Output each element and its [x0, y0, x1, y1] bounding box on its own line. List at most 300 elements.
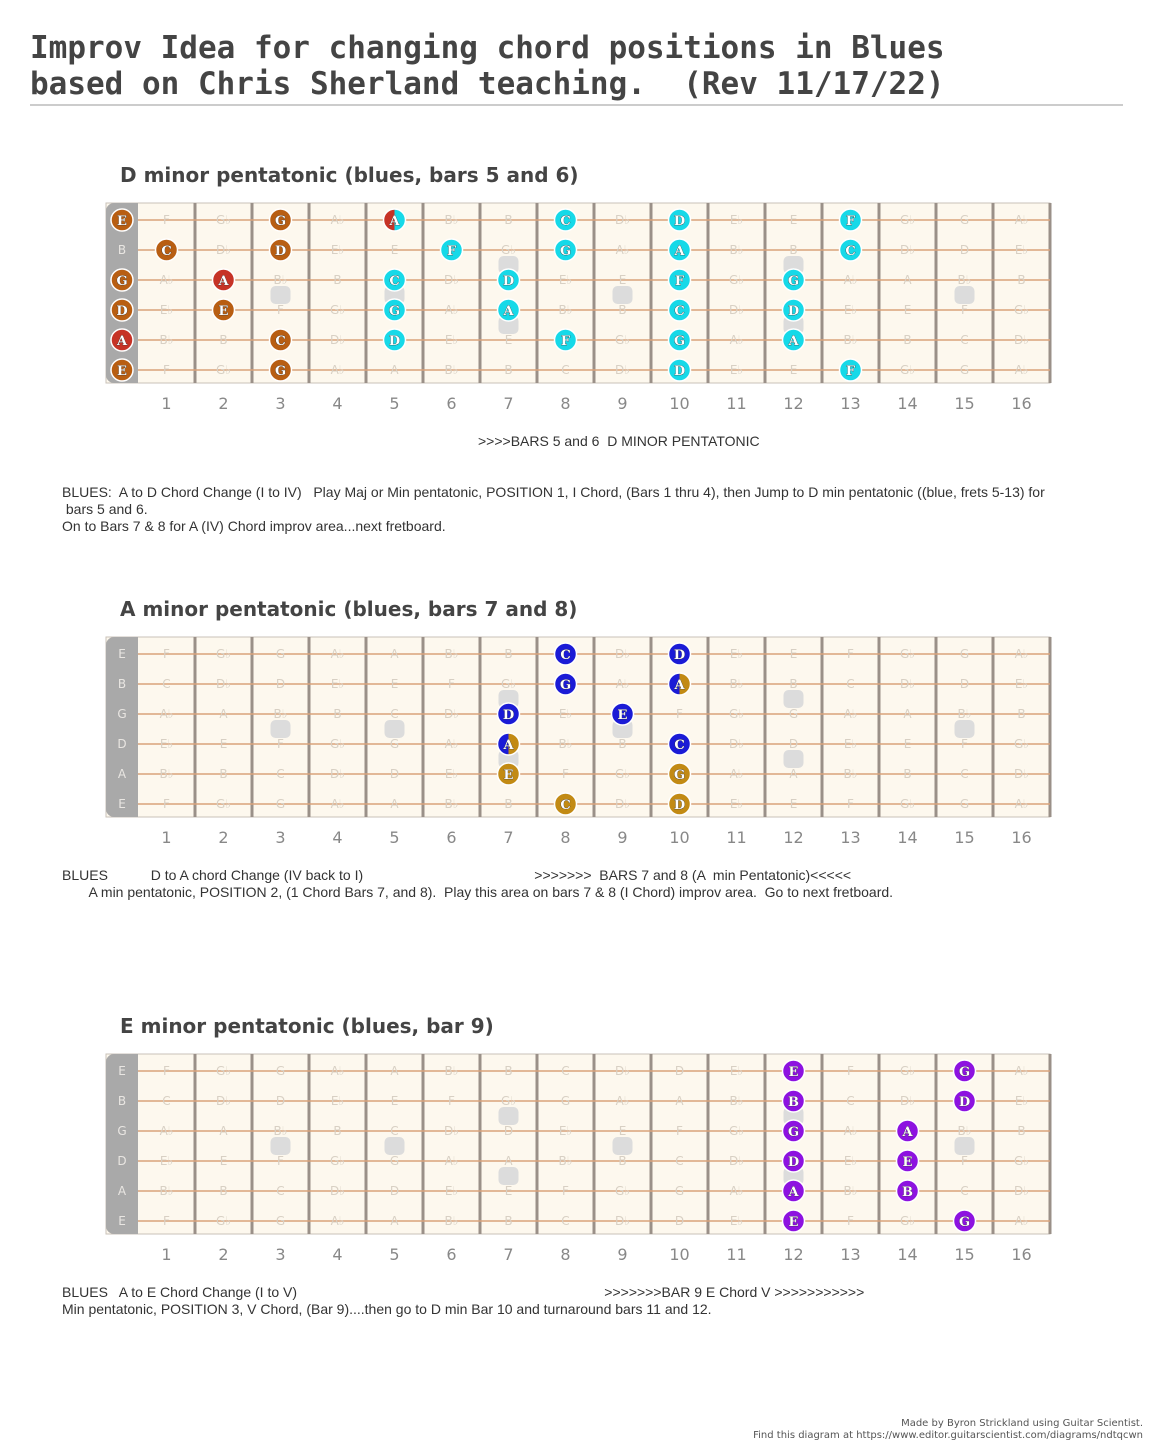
notes-line-1: BLUES A to E Chord Change (I to V) >>>>>>>BAR 9 E Chord V >>>>>>>>>>>: [62, 1284, 865, 1300]
note-dot-label: F: [560, 334, 571, 349]
note-dot: [555, 329, 577, 351]
ghost-note: B♭: [558, 303, 573, 317]
ghost-note: E: [618, 273, 627, 287]
ghost-note: A: [219, 707, 228, 721]
ghost-note: B: [333, 273, 342, 287]
fret-number: 4: [332, 828, 343, 847]
ghost-note: B: [903, 333, 912, 347]
ghost-note: E♭: [843, 737, 858, 751]
ghost-note: F: [277, 303, 284, 317]
open-string-label: D: [117, 737, 127, 751]
ghost-note: G♭: [216, 647, 231, 661]
ghost-note: F: [847, 797, 854, 811]
ghost-note: E: [390, 1094, 399, 1108]
ghost-note: A: [390, 1214, 399, 1228]
ghost-note: E♭: [729, 1214, 744, 1228]
note-dot: [669, 643, 691, 665]
ghost-note: A♭: [843, 707, 858, 721]
ghost-note: D♭: [615, 213, 630, 227]
fret-number: 8: [560, 828, 571, 847]
note-dot-label: C: [674, 304, 685, 319]
note-dot: [897, 1150, 919, 1172]
ghost-note: G♭: [1014, 303, 1029, 317]
ghost-note: D♭: [729, 1154, 744, 1168]
note-dot: [270, 359, 292, 381]
ghost-note: F: [562, 767, 569, 781]
ghost-note: B: [789, 677, 798, 691]
ghost-note: G: [275, 647, 286, 661]
fret-number: 6: [446, 828, 457, 847]
notes-line-1: BLUES D to A chord Change (IV back to I) >>>>>>> BARS 7 and 8 (A min Pentatonic)<<<<<: [62, 867, 852, 883]
note-dot: [669, 673, 691, 695]
ghost-note: B♭: [444, 213, 459, 227]
ghost-note: D: [275, 1094, 286, 1108]
ghost-note: G♭: [900, 797, 915, 811]
ghost-note: D♭: [444, 707, 459, 721]
ghost-note: G♭: [216, 1214, 231, 1228]
fret-number: 9: [617, 394, 628, 413]
ghost-note: B: [1017, 273, 1026, 287]
notes-line-2: A min pentatonic, POSITION 2, (1 Chord Bars 7, and 8). Play this area on bars 7 & 8 (I Chord) improv area. Go to next fretboard.: [62, 884, 894, 900]
ghost-note: B♭: [273, 273, 288, 287]
ghost-note: G♭: [729, 707, 744, 721]
note-dot-label: C: [845, 244, 856, 259]
fret-inlay: [499, 1107, 519, 1125]
fret-number: 9: [617, 1245, 628, 1264]
ghost-note: F: [163, 213, 170, 227]
note-dot: [111, 209, 133, 231]
ghost-note: D: [275, 677, 286, 691]
fret-number: 3: [275, 1245, 286, 1264]
ghost-note: E♭: [558, 707, 573, 721]
note-dot: [555, 793, 577, 815]
ghost-note: B♭: [957, 707, 972, 721]
ghost-note: G♭: [216, 797, 231, 811]
note-dot-label: E: [617, 708, 628, 723]
ghost-note: G: [959, 647, 970, 661]
fret-inlay: [613, 286, 633, 304]
ghost-note: D: [959, 243, 970, 257]
ghost-note: A: [504, 1154, 513, 1168]
ghost-note: G♭: [501, 1094, 516, 1108]
ghost-note: C: [561, 1064, 570, 1078]
diagram-title: E minor pentatonic (blues, bar 9): [120, 1014, 494, 1038]
ghost-note: D♭: [216, 677, 231, 691]
note-dot-label: B: [788, 1095, 799, 1110]
fret-number: 12: [783, 1245, 804, 1264]
note-dot-label: A: [674, 678, 685, 693]
notes-line-2: bars 5 and 6.: [62, 501, 148, 517]
ghost-note: E♭: [729, 797, 744, 811]
ghost-note: E: [903, 737, 912, 751]
fret-number: 13: [840, 1245, 861, 1264]
note-dot-label: A: [788, 1185, 799, 1200]
note-dot: [384, 209, 406, 231]
note-dot-label: G: [958, 1215, 971, 1230]
note-dot-label: C: [275, 334, 286, 349]
note-dot: [555, 239, 577, 261]
note-dot-label: D: [673, 798, 686, 813]
fret-number: 1: [161, 394, 172, 413]
ghost-note: B♭: [273, 707, 288, 721]
center-label: >>>>BARS 5 and 6 D MINOR PENTATONIC: [478, 433, 760, 449]
ghost-note: E♭: [330, 243, 345, 257]
ghost-note: B: [333, 1124, 342, 1138]
ghost-note: A♭: [330, 213, 345, 227]
ghost-note: B: [903, 767, 912, 781]
note-dot-label: B: [902, 1185, 913, 1200]
ghost-note: D♭: [330, 767, 345, 781]
note-dot: [840, 209, 862, 231]
fret-inlay: [385, 720, 405, 738]
ghost-note: E♭: [159, 303, 174, 317]
note-dot: [384, 329, 406, 351]
notes-line-1: BLUES: A to D Chord Change (I to IV) Play Maj or Min pentatonic, POSITION 1, I Chord, (Bars 1 thru 4), then Jump to D min pentatonic ((blue, frets 5-13) for: [62, 484, 1045, 500]
open-string-label: E: [118, 797, 126, 811]
note-dot-label: D: [958, 1095, 971, 1110]
ghost-note: E: [390, 243, 399, 257]
ghost-note: B♭: [558, 1154, 573, 1168]
ghost-note: B: [618, 737, 627, 751]
fret-number: 7: [503, 828, 514, 847]
ghost-note: B♭: [558, 737, 573, 751]
ghost-note: F: [448, 677, 455, 691]
note-dot: [111, 329, 133, 351]
ghost-note: B: [504, 797, 513, 811]
fret-number: 6: [446, 394, 457, 413]
ghost-note: E: [219, 1154, 228, 1168]
ghost-note: C: [960, 767, 969, 781]
ghost-note: A♭: [1014, 1214, 1029, 1228]
fret-number: 8: [560, 394, 571, 413]
note-dot: [840, 239, 862, 261]
ghost-note: D♭: [216, 1094, 231, 1108]
note-dot-label: D: [787, 304, 800, 319]
fret-inlay: [499, 1167, 519, 1185]
ghost-note: C: [561, 363, 570, 377]
fret-inlay: [784, 750, 804, 768]
ghost-note: B: [618, 1154, 627, 1168]
ghost-note: E♭: [444, 1184, 459, 1198]
note-dot: [783, 1180, 805, 1202]
ghost-note: F: [847, 1214, 854, 1228]
note-dot-label: E: [218, 304, 229, 319]
fret-number: 3: [275, 828, 286, 847]
fretboard: [106, 637, 1046, 847]
note-dot-label: C: [389, 274, 400, 289]
ghost-note: C: [960, 333, 969, 347]
note-dot: [270, 239, 292, 261]
ghost-note: B♭: [159, 1184, 174, 1198]
ghost-note: A♭: [159, 273, 174, 287]
note-dot: [384, 269, 406, 291]
fret-number: 6: [446, 1245, 457, 1264]
fret-number: 3: [275, 394, 286, 413]
note-dot-label: G: [958, 1065, 971, 1080]
ghost-note: G: [389, 1154, 400, 1168]
ghost-note: A♭: [729, 767, 744, 781]
note-dot-label: G: [787, 1125, 800, 1140]
ghost-note: D♭: [729, 303, 744, 317]
page-title: Improv Idea for changing chord positions in Blues based on Chris Sherland teaching. (Rev 11/17/22): [30, 30, 1123, 106]
note-dot-label: E: [503, 768, 514, 783]
ghost-note: D: [389, 1184, 400, 1198]
fret-number: 12: [783, 828, 804, 847]
note-dot: [384, 299, 406, 321]
ghost-note: A♭: [444, 303, 459, 317]
fret-number: 5: [389, 828, 400, 847]
note-dot: [498, 703, 520, 725]
ghost-note: E♭: [843, 1154, 858, 1168]
ghost-note: G♭: [615, 767, 630, 781]
ghost-note: D: [389, 767, 400, 781]
open-string-label: E: [118, 1214, 126, 1228]
open-string-label: B: [117, 243, 127, 257]
ghost-note: D♭: [729, 737, 744, 751]
ghost-note: B: [219, 333, 228, 347]
fret-number: 10: [669, 828, 690, 847]
ghost-note: E: [390, 677, 399, 691]
note-dot: [783, 1210, 805, 1232]
ghost-note: E: [618, 1124, 627, 1138]
fret-number: 1: [161, 1245, 172, 1264]
ghost-note: G: [275, 797, 286, 811]
ghost-note: G: [275, 1064, 286, 1078]
note-dot-label: G: [274, 214, 287, 229]
note-dot: [897, 1120, 919, 1142]
fret-inlay: [784, 690, 804, 708]
ghost-note: D: [674, 1214, 685, 1228]
note-dot-label: D: [787, 1155, 800, 1170]
note-dot: [783, 1060, 805, 1082]
ghost-note: G♭: [900, 1064, 915, 1078]
fretboard-svg: [106, 1054, 1050, 1284]
ghost-note: A: [390, 363, 399, 377]
note-dot: [783, 1150, 805, 1172]
note-dot: [612, 703, 634, 725]
ghost-note: G♭: [615, 1184, 630, 1198]
ghost-note: C: [276, 767, 285, 781]
ghost-note: G♭: [501, 243, 516, 257]
ghost-note: B♭: [957, 273, 972, 287]
note-dot-label: G: [388, 304, 401, 319]
ghost-note: B♭: [729, 243, 744, 257]
ghost-note: B: [504, 1214, 513, 1228]
fret-number: 8: [560, 1245, 571, 1264]
ghost-note: B♭: [843, 767, 858, 781]
fret-number: 2: [218, 828, 229, 847]
ghost-note: A♭: [615, 677, 630, 691]
ghost-note: A♭: [1014, 797, 1029, 811]
ghost-note: B♭: [843, 1184, 858, 1198]
fret-number: 4: [332, 1245, 343, 1264]
fret-number: 5: [389, 394, 400, 413]
note-dot-label: A: [116, 334, 128, 349]
ghost-note: C: [162, 677, 171, 691]
ghost-note: G: [674, 1184, 685, 1198]
note-dot: [555, 673, 577, 695]
ghost-note: E♭: [159, 1154, 174, 1168]
note-dot: [498, 733, 520, 755]
fret-inlay: [955, 286, 975, 304]
ghost-note: B♭: [444, 1214, 459, 1228]
footer-credit: [753, 1418, 1143, 1442]
note-dot-label: G: [673, 768, 686, 783]
ghost-note: C: [276, 1184, 285, 1198]
ghost-note: B: [504, 363, 513, 377]
ghost-note: D♭: [444, 273, 459, 287]
note-dot-label: D: [673, 648, 686, 663]
ghost-note: G: [389, 737, 400, 751]
diagram-title: A minor pentatonic (blues, bars 7 and 8): [120, 597, 578, 621]
note-dot-label: E: [117, 214, 127, 229]
fret-number: 15: [954, 1245, 975, 1264]
ghost-note: E♭: [1014, 677, 1029, 691]
fret-inlay: [955, 720, 975, 738]
note-dot: [783, 329, 805, 351]
note-dot-label: A: [902, 1125, 913, 1140]
note-dot: [213, 269, 235, 291]
note-dot-label: A: [218, 274, 229, 289]
fret-number: 13: [840, 394, 861, 413]
ghost-note: A♭: [330, 647, 345, 661]
note-dot: [669, 299, 691, 321]
ghost-note: A♭: [330, 363, 345, 377]
ghost-note: A♭: [1014, 647, 1029, 661]
note-dot-label: D: [673, 214, 686, 229]
ghost-note: A: [789, 767, 798, 781]
ghost-note: F: [163, 1064, 170, 1078]
note-dot-label: G: [787, 274, 800, 289]
note-dot-label: G: [673, 334, 686, 349]
open-string-label: G: [117, 1124, 127, 1138]
fret-number: 14: [897, 1245, 918, 1264]
ghost-note: B: [1017, 1124, 1026, 1138]
ghost-note: G: [275, 1214, 286, 1228]
note-dot: [498, 299, 520, 321]
note-dot: [840, 359, 862, 381]
ghost-note: D♭: [615, 1214, 630, 1228]
ghost-note: B♭: [444, 797, 459, 811]
fret-number: 4: [332, 394, 343, 413]
ghost-note: E♭: [729, 1064, 744, 1078]
ghost-note: B: [789, 243, 798, 257]
fretboard: [106, 203, 1046, 413]
ghost-note: A: [675, 1094, 684, 1108]
ghost-note: G: [959, 797, 970, 811]
ghost-note: F: [163, 363, 170, 377]
note-dot: [156, 239, 178, 261]
ghost-note: D♭: [444, 1124, 459, 1138]
note-dot-label: A: [674, 244, 685, 259]
note-dot-label: D: [116, 304, 128, 319]
ghost-note: D♭: [330, 333, 345, 347]
ghost-note: A: [390, 797, 399, 811]
ghost-note: G: [788, 707, 799, 721]
ghost-note: A♭: [159, 1124, 174, 1138]
ghost-note: G♭: [1014, 1154, 1029, 1168]
ghost-note: A♭: [615, 243, 630, 257]
ghost-note: A♭: [159, 707, 174, 721]
ghost-note: B♭: [444, 363, 459, 377]
ghost-note: G♭: [900, 1214, 915, 1228]
ghost-note: E♭: [1014, 243, 1029, 257]
ghost-note: F: [847, 1064, 854, 1078]
note-dot-label: D: [502, 708, 515, 723]
ghost-note: E♭: [558, 1124, 573, 1138]
ghost-note: E: [789, 363, 798, 377]
ghost-note: F: [277, 1154, 284, 1168]
fret-number: 7: [503, 1245, 514, 1264]
ghost-note: E♭: [159, 737, 174, 751]
fret-number: 13: [840, 828, 861, 847]
ghost-note: B: [219, 1184, 228, 1198]
note-dot-label: G: [559, 678, 572, 693]
note-dot-label: F: [845, 364, 856, 379]
note-dot: [669, 269, 691, 291]
ghost-note: B: [504, 1064, 513, 1078]
ghost-note: A♭: [330, 1214, 345, 1228]
ghost-note: E: [789, 797, 798, 811]
note-dot: [213, 299, 235, 321]
ghost-note: G♭: [1014, 737, 1029, 751]
ghost-note: A♭: [1014, 213, 1029, 227]
ghost-note: D♭: [615, 647, 630, 661]
note-dot: [954, 1090, 976, 1112]
ghost-note: D♭: [1014, 333, 1029, 347]
ghost-note: F: [961, 303, 968, 317]
ghost-note: D♭: [1014, 767, 1029, 781]
fret-number: 11: [726, 1245, 747, 1264]
ghost-note: C: [846, 1094, 855, 1108]
ghost-note: A: [219, 1124, 228, 1138]
open-string-label: A: [117, 767, 127, 781]
note-dot: [783, 1090, 805, 1112]
note-dot-label: E: [117, 364, 127, 379]
ghost-note: B♭: [729, 1094, 744, 1108]
ghost-note: E♭: [558, 273, 573, 287]
note-dot: [669, 329, 691, 351]
note-dot: [498, 269, 520, 291]
note-dot: [669, 359, 691, 381]
fretboard-svg: [106, 637, 1050, 867]
note-dot: [441, 239, 463, 261]
ghost-note: A♭: [444, 1154, 459, 1168]
ghost-note: D♭: [615, 1064, 630, 1078]
note-dot-label: C: [161, 244, 172, 259]
ghost-note: B♭: [159, 333, 174, 347]
ghost-note: C: [162, 1094, 171, 1108]
ghost-note: F: [562, 1184, 569, 1198]
ghost-note: B♭: [273, 1124, 288, 1138]
fret-number: 14: [897, 394, 918, 413]
note-dot: [783, 299, 805, 321]
ghost-note: G: [959, 213, 970, 227]
note-dot-label: A: [503, 304, 514, 319]
note-dot-label: C: [674, 738, 685, 753]
ghost-note: E♭: [444, 333, 459, 347]
ghost-note: D♭: [216, 243, 231, 257]
ghost-note: D♭: [330, 1184, 345, 1198]
note-dot: [555, 643, 577, 665]
note-dot: [897, 1180, 919, 1202]
ghost-note: G♭: [330, 1154, 345, 1168]
ghost-note: A♭: [615, 1094, 630, 1108]
ghost-note: B: [1017, 707, 1026, 721]
ghost-note: A♭: [729, 1184, 744, 1198]
note-dot-label: F: [674, 274, 685, 289]
fret-number: 10: [669, 394, 690, 413]
